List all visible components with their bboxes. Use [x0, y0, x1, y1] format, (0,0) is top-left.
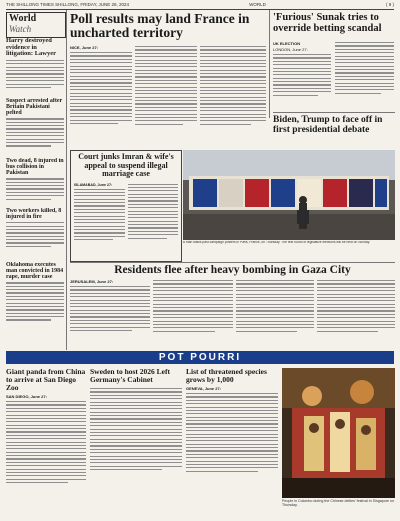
paris-street-photo	[183, 150, 395, 240]
court-story-box	[70, 150, 182, 262]
pot-pourri-banner	[6, 351, 394, 364]
pot-story-species	[186, 368, 278, 514]
pot-photo-caption-block	[282, 499, 395, 515]
section-name: WORLD	[249, 2, 266, 7]
pot-pourri-title: POT POURRI	[158, 352, 242, 363]
pot-pourri-photo	[282, 368, 395, 498]
gaza-dateline: JERUSALEM, June 27:	[70, 279, 114, 284]
pot-story-dateline: GENEVA, June 27:	[186, 386, 222, 391]
sunak-body-col-2	[335, 40, 394, 110]
brief-headline: Two dead, 8 injured in bus collision in Pakistan	[6, 158, 64, 177]
court-headline: Court junks Imran & wife's appeal to suspend illegal marriage case	[78, 152, 174, 178]
sunak-dateline: LONDON, June 27:	[273, 47, 308, 52]
lead-photo	[183, 150, 395, 240]
pot-story-dateline: SAN DIEGO, June 27:	[6, 394, 47, 399]
brief-headline: Suspect arrested after Britain Pakistani pelted	[6, 98, 63, 117]
page-header-strip	[6, 2, 394, 10]
lead-photo-caption: A man walks past campaign posters in Paris, France, on Thursday. The first round of legislative elections will be held on Sunday.	[183, 241, 371, 244]
lead-body-col-2	[135, 44, 197, 148]
paper-name: THE SHILLONG TIMES SHILLONG, FRIDAY, JUNE 28, 2024	[6, 2, 130, 7]
world-watch-label-2: Watch	[9, 24, 32, 34]
gaza-headline: Residents flee after heavy bombing in Gaza City	[114, 264, 351, 276]
brief-headline: Oklahoma executes man convicted in 1984 rape, murder case	[6, 262, 64, 281]
lead-headline: Poll results may land France in uncharted territory	[70, 12, 250, 40]
gaza-body-col-4	[317, 278, 395, 344]
festival-photo	[282, 368, 395, 498]
pot-story-germany	[90, 368, 182, 514]
sunak-headline-block	[273, 12, 394, 38]
brief-suspect	[6, 98, 64, 156]
pot-story-headline: List of threatened species grows by 1,000	[186, 368, 267, 384]
sunak-byline: UK ELECTION	[273, 41, 301, 46]
sunak-body-col-1	[273, 40, 331, 110]
lead-headline-block	[70, 12, 265, 42]
biden-headline-block	[273, 112, 395, 149]
brief-fire	[6, 208, 64, 260]
brief-oklahoma	[6, 262, 64, 342]
gaza-body-col-3	[236, 278, 314, 344]
court-dateline: ISLAMABAD, June 27:	[74, 182, 113, 187]
lead-body-col-3	[200, 44, 266, 148]
gaza-body-col-2	[153, 278, 233, 344]
column-rule	[66, 10, 67, 350]
lead-photo-caption-block	[183, 241, 395, 251]
gaza-body-col-1	[70, 278, 150, 344]
biden-headline: Biden, Trump to face off in first presidential debate	[273, 115, 383, 135]
world-watch-box	[6, 12, 66, 38]
world-watch-label-1: World	[9, 13, 37, 24]
pot-story-headline: Sweden to host 2026 Left Germany's Cabinet	[90, 368, 170, 384]
lead-dateline: NICE, June 27:	[70, 45, 99, 50]
brief-harry	[6, 38, 64, 96]
brief-headline: Two workers killed, 8 injured in fire	[6, 208, 62, 221]
brief-two-dead	[6, 158, 64, 206]
pot-photo-caption: People in Colombo during the Chinese deities' festival in Singapore on Thursday.	[282, 499, 394, 507]
pot-story-headline: Giant panda from China to arrive at San Diego Zoo	[6, 368, 86, 392]
brief-headline: Harry destroyed evidence in litigation: Lawyer	[6, 38, 57, 58]
gaza-headline-block	[70, 262, 395, 277]
pot-story-panda	[6, 368, 86, 514]
page-number: ( 9 )	[385, 2, 394, 7]
column-rule	[269, 10, 270, 118]
lead-body-col-1	[70, 44, 132, 148]
sunak-headline: 'Furious' Sunak tries to override betting scandal	[273, 12, 382, 34]
